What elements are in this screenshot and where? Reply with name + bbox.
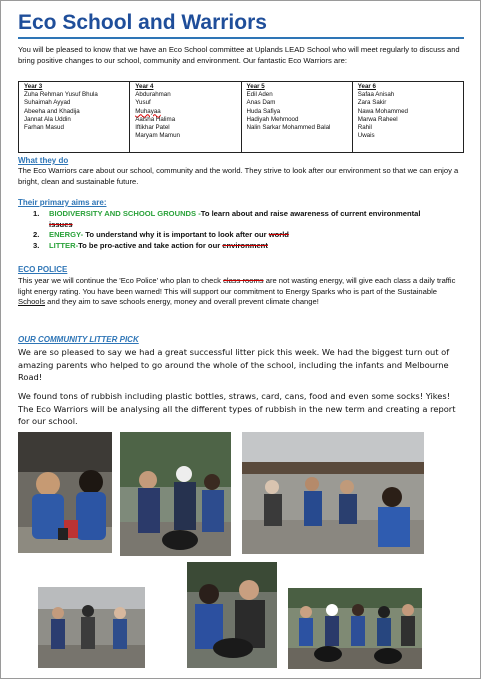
aims-heading: Their primary aims are: — [18, 198, 107, 207]
title-underline — [18, 37, 464, 39]
what-they-do-text: The Eco Warriors care about our school, community and the world. They strive to look after our environment so that we can enjoy a bright, clean and sustainable future. — [18, 166, 459, 186]
eco-police-text-part: and they aim to save schools energy, money and overall prevent climate change! — [45, 297, 319, 307]
litter-pick-paragraph-1: We are so pleased to say we had a great successful litter pick this week. We had the biggest turn out of amazing parents who helped to go around the whole of the school, including the infants and Melbourne Road! — [18, 347, 450, 383]
student-name: Safaa Anisah — [357, 91, 395, 99]
litter-pick-photo — [18, 432, 112, 553]
aim-item — [33, 241, 463, 252]
student-name: Zuha Rehman Yusuf Bhula — [24, 91, 98, 99]
year-6-cell — [352, 82, 463, 153]
student-name: Suhaimah Ayyad — [24, 99, 71, 107]
year-heading: Year 3 — [24, 83, 43, 90]
student-name: Huda Safiya — [246, 107, 281, 115]
litter-pick-photo — [38, 587, 145, 668]
litter-pick-photo — [120, 432, 231, 556]
eco-police-text-part: are not wasting energy, will give each class a daily traffic light energy rating. You have been warned! This will support our commitment to Energy Sparks who is part of the Sustainable — [18, 276, 456, 296]
aim-title: ENERGY- — [49, 230, 84, 240]
aim-text-continued: issues — [49, 219, 73, 229]
student-name: Abeeha and Khadija — [24, 107, 80, 115]
eco-warriors-table — [18, 81, 464, 153]
year-heading: Year 5 — [246, 83, 265, 90]
aim-text: To understand why it is important to look after our — [83, 230, 269, 240]
student-name: Marwa Raheel — [357, 115, 398, 123]
student-name: Farhan Masud — [24, 124, 64, 132]
litter-pick-photo — [242, 432, 424, 554]
aim-item — [33, 209, 463, 220]
student-name: Zara Sakir — [357, 99, 387, 107]
aim-title: LITTER- — [49, 240, 79, 250]
aim-number: 1. — [33, 209, 40, 218]
student-name: Hadiyah Mehmood — [246, 115, 299, 123]
litter-pick-heading: OUR COMMUNITY LITTER PICK — [18, 335, 139, 344]
aim-number: 3. — [33, 240, 40, 250]
student-name: Anas Dam — [246, 99, 276, 107]
litter-pick-photo — [187, 562, 277, 668]
aims-list — [33, 209, 463, 251]
aim-text: To learn about and raise awareness of current environmental — [200, 209, 421, 218]
aim-title: BIODIVERSITY AND SCHOOL GROUNDS - — [49, 209, 201, 218]
aim-text-end: world — [268, 230, 289, 240]
intro-paragraph: You will be pleased to know that we have an Eco School committee at Uplands LEAD School who will meet regularly to discuss and bring positive changes to our school, community and environment. Our fantastic Eco Warriors are: — [18, 45, 460, 65]
year-heading: Year 6 — [357, 83, 376, 90]
aim-text-end: environment — [222, 240, 268, 250]
student-name: Aaisha Halima — [135, 115, 176, 123]
aim-item-continued — [33, 220, 463, 231]
aim-text: To be pro-active and take action for our — [78, 240, 223, 250]
eco-police-heading: ECO POLICE — [18, 265, 68, 274]
eco-police-text-part: This year we will continue the 'Eco Police' who plan to check — [18, 276, 224, 285]
eco-police-text — [18, 276, 464, 308]
what-they-do-heading: What they do — [18, 156, 69, 165]
eco-police-struck-word: class rooms — [223, 276, 264, 285]
student-name: Nawa Mohammed — [357, 107, 408, 115]
student-name: Edil Aden — [246, 91, 273, 99]
year-heading: Year 4 — [135, 83, 154, 90]
student-name: Nalin Sarkar Mohammed Balal — [246, 124, 331, 132]
litter-pick-photo — [288, 588, 422, 669]
aim-number: 2. — [33, 230, 40, 240]
student-name: Jannat Ala Uddin — [24, 115, 71, 123]
year-3-cell — [19, 82, 130, 153]
litter-pick-paragraph-2: We found tons of rubbish including plastic bottles, straws, card, cans, food and even some socks! Yikes! The Eco Warriors will be analysing all the different types of rubbish in the new term and creating a report for our school. — [18, 391, 456, 427]
aim-item — [33, 230, 463, 241]
student-name: Muhayaa — [135, 107, 161, 115]
eco-police-schools-word: Schools — [18, 297, 46, 307]
student-name: Abdurahman — [135, 91, 171, 99]
student-name: Iftikhar Patel — [135, 124, 170, 132]
year-4-cell — [130, 82, 241, 153]
student-name: Yusuf — [135, 99, 151, 107]
page-title: Eco School and Warriors — [18, 11, 267, 34]
student-name: Rahil — [357, 124, 372, 132]
year-5-cell — [241, 82, 352, 153]
student-name: Uwais — [357, 132, 375, 140]
student-name: Maryam Mamun — [135, 132, 180, 140]
